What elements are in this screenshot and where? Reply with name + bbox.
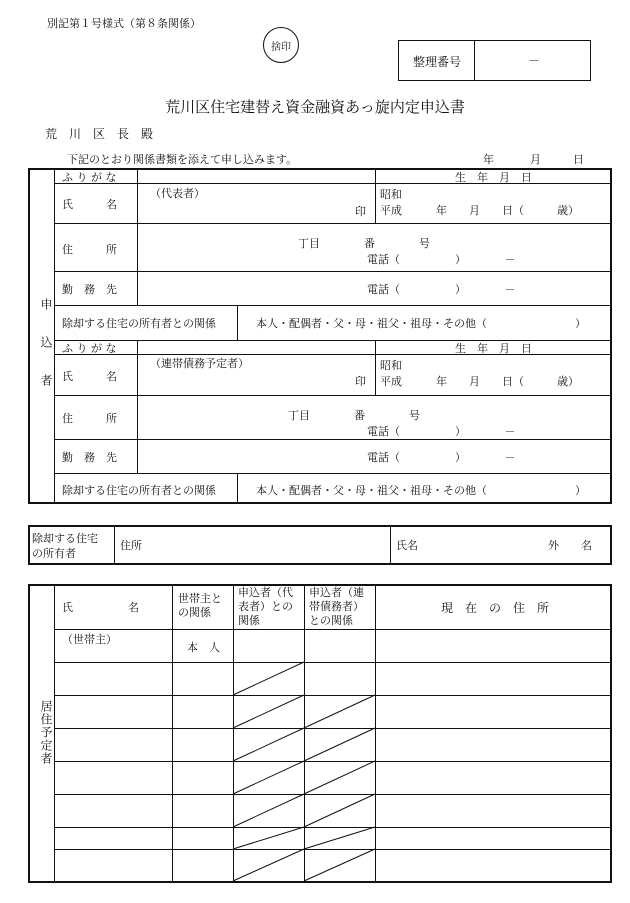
owner-address-label: 住所	[120, 539, 142, 552]
name-label: 氏 名	[62, 370, 117, 383]
seal-mark: 印	[355, 205, 366, 218]
furigana-label: ふ り が な	[62, 171, 117, 184]
era-heisei[interactable]: 平成	[380, 204, 402, 217]
owner-label-line2: の所有者	[32, 547, 76, 560]
date-day-label[interactable]: 日	[573, 153, 584, 166]
relation-label: 除却する住宅の所有者との関係	[62, 484, 216, 497]
residents-side-label: 居住予定者	[39, 700, 53, 765]
date-year-label[interactable]: 年	[483, 153, 494, 166]
self-relation: 本 人	[187, 641, 220, 654]
address-label: 住 所	[62, 243, 117, 256]
era-heisei[interactable]: 平成	[380, 375, 402, 388]
workplace-phone[interactable]: 電話（ ） －	[367, 283, 516, 296]
furigana-label: ふ り が な	[62, 342, 117, 355]
era-showa[interactable]: 昭和	[380, 359, 402, 372]
owner-name-suffix[interactable]: 外 名	[548, 539, 592, 552]
col-joint-header-line1: 申込者（連	[309, 586, 364, 599]
address-units[interactable]: 丁目 番 号	[298, 237, 430, 250]
col-joint-header-line2: 帯債務者）	[309, 600, 364, 613]
workplace-label: 勤 務 先	[62, 283, 117, 296]
era-showa[interactable]: 昭和	[380, 188, 402, 201]
form-label: 別記第１号様式（第８条関係）	[47, 17, 201, 30]
page-title: 荒川区住宅建替え資金融資あっ旋内定申込書	[165, 98, 465, 116]
head-of-household-label: （世帯主）	[62, 633, 117, 646]
owner-name-label: 氏名	[396, 539, 418, 552]
col-joint-header-line3: との関係	[309, 614, 353, 627]
role-note: （連帯債務予定者）	[150, 357, 249, 370]
col-rep-header-line1: 申込者（代	[238, 586, 293, 599]
workplace-phone[interactable]: 電話（ ） －	[367, 451, 516, 464]
seal-mark: 印	[355, 375, 366, 388]
col-rep-header-line3: 関係	[238, 614, 260, 627]
resident-name-cells[interactable]	[55, 663, 171, 881]
relation-options[interactable]: 本人・配偶者・父・母・祖父・祖母・その他（ ）	[256, 317, 586, 330]
address-phone[interactable]: 電話（ ） －	[367, 253, 516, 266]
addressee: 荒 川 区 長 殿	[45, 127, 154, 141]
reference-number-label: 整理番号	[413, 55, 462, 69]
name-label: 氏 名	[62, 198, 117, 211]
applicant-side-label: 申込者	[39, 298, 53, 412]
birth-date-label: 生 年 月 日	[455, 171, 532, 184]
relation-label: 除却する住宅の所有者との関係	[62, 317, 216, 330]
reference-number-value[interactable]: －	[528, 54, 541, 68]
relation-options[interactable]: 本人・配偶者・父・母・祖父・祖母・その他（ ）	[256, 484, 586, 497]
birth-date-units[interactable]: 年 月 日（ 歳）	[436, 375, 579, 388]
owner-label-line1: 除却する住宅	[32, 532, 98, 545]
resident-address-cells[interactable]	[376, 630, 610, 881]
col-relation-header-line1: 世帯主と	[178, 592, 222, 605]
birth-date-label: 生 年 月 日	[455, 342, 532, 355]
stamp-label: 捨印	[271, 41, 291, 53]
address-units[interactable]: 丁目 番 号	[288, 409, 420, 422]
birth-date-units[interactable]: 年 月 日（ 歳）	[436, 204, 579, 217]
col-name-header: 氏 名	[62, 601, 139, 614]
role-note: （代表者）	[150, 187, 205, 200]
col-address-header: 現 在 の 住 所	[441, 601, 550, 615]
workplace-label: 勤 務 先	[62, 451, 117, 464]
col-rep-header-line2: 表者）との	[238, 600, 293, 613]
address-label: 住 所	[62, 412, 117, 425]
date-month-label[interactable]: 月	[530, 153, 541, 166]
col-relation-header-line2: の関係	[178, 606, 211, 619]
address-phone[interactable]: 電話（ ） －	[367, 425, 516, 438]
intro-text: 下記のとおり関係書類を添えて申し込みます。	[67, 153, 298, 166]
